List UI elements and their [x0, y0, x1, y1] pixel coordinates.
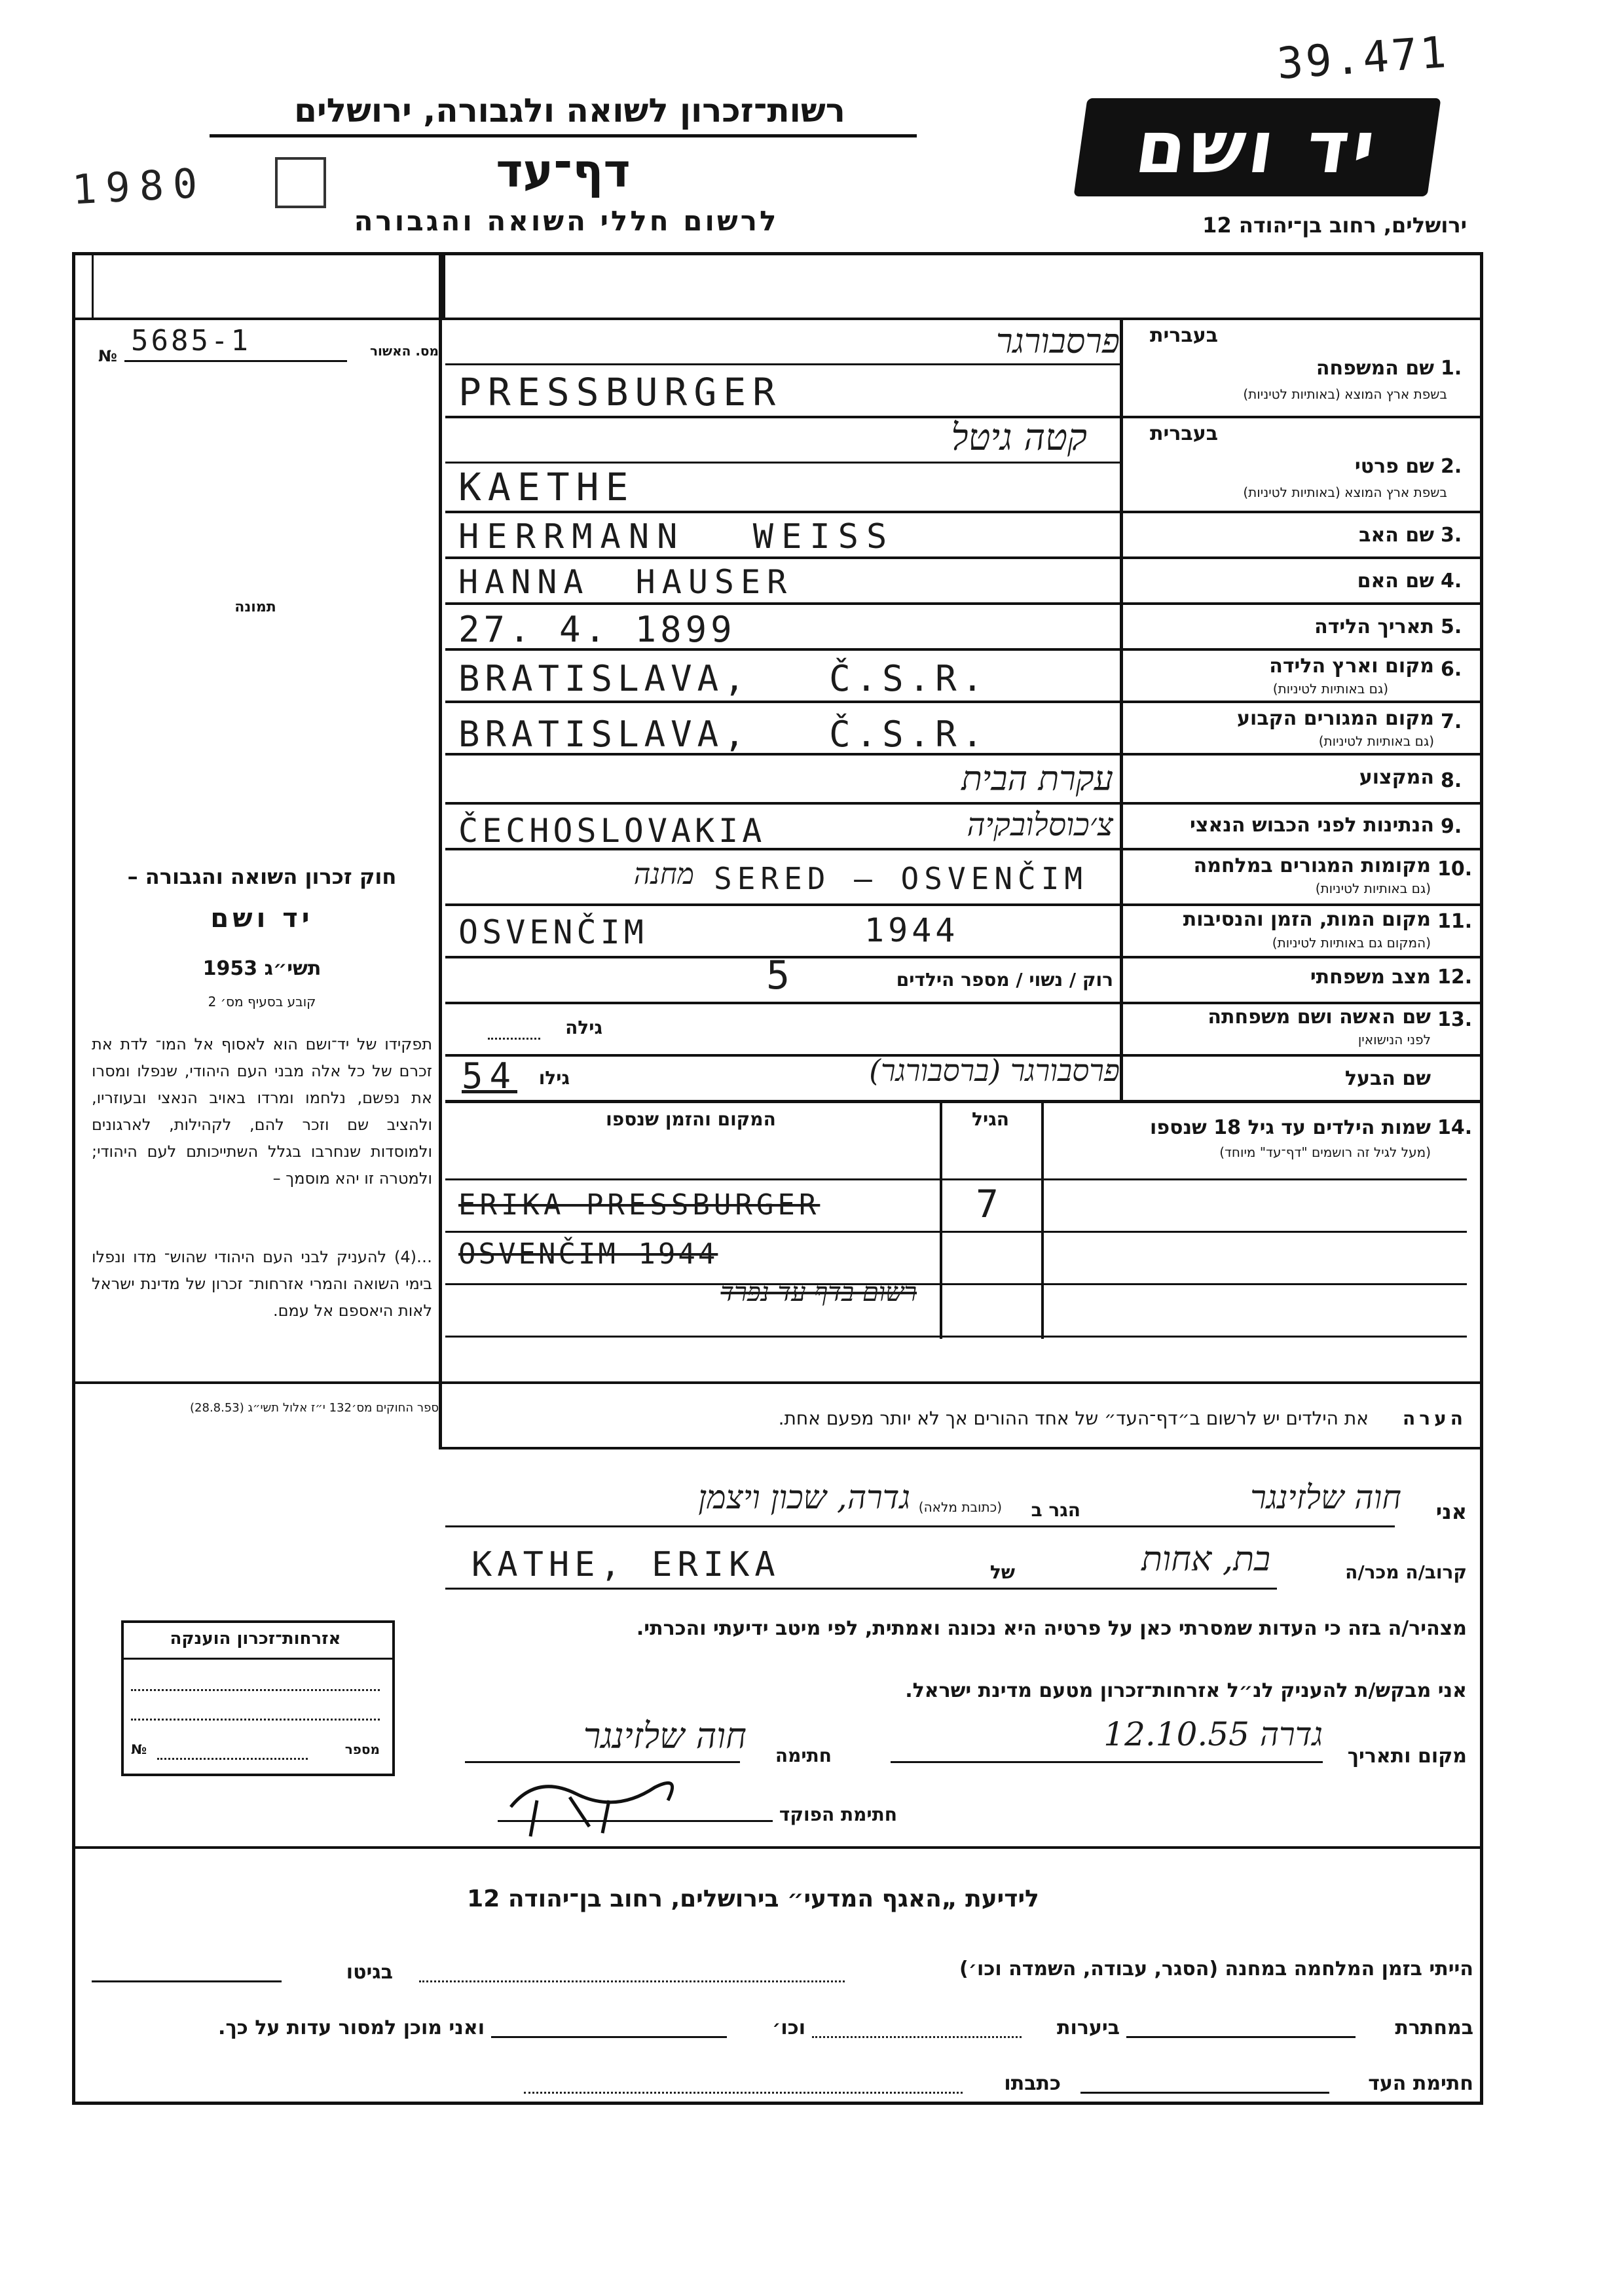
citizenship-number-dotline — [157, 1758, 308, 1760]
signature-label: חתימה — [775, 1745, 832, 1766]
child-age: 7 — [976, 1182, 1005, 1226]
row-line-4 — [445, 602, 1483, 605]
children-note: (מעל לגיל זה רושמים "דף־עד" מיוחד) — [1219, 1144, 1431, 1160]
field-10-note: (גם באותיות לטיניות) — [1315, 881, 1431, 896]
citizenship-title: אזרחות־זכרון הוענקה — [170, 1629, 341, 1649]
field-13-note: לפני הנישואין — [1357, 1032, 1431, 1048]
field-9-value-hebrew: צ׳כוסלובקיה — [967, 807, 1113, 843]
field-2-number: 2. — [1441, 455, 1462, 478]
field-13-age-dotline — [488, 1038, 540, 1040]
children-place-header: המקום והזמן שנספו — [606, 1108, 776, 1130]
citizenship-number-text: מספר — [344, 1741, 380, 1757]
footer-camp-dotline — [419, 1980, 845, 1982]
children-row-4-top — [445, 1336, 1467, 1338]
authority-underline — [210, 134, 917, 137]
declaration-line-2 — [445, 1588, 1277, 1590]
stamp-mark — [275, 157, 326, 208]
field-12-number: 12. — [1437, 966, 1473, 989]
citizenship-dotline-2 — [131, 1719, 380, 1721]
approval-prefix: № — [98, 347, 117, 365]
field-11-note: (המקום גם באותיות לטיניות) — [1272, 935, 1431, 951]
place-date-value: גדרה 12.10.55 — [1103, 1715, 1323, 1753]
row-line-2 — [445, 511, 1483, 513]
footer-forests-label: ביערות — [1057, 2016, 1120, 2039]
children-row-2-top — [445, 1231, 1467, 1233]
child-name: ERIKA PRESSBURGER — [458, 1188, 821, 1222]
citizenship-dotline-1 — [131, 1689, 380, 1691]
children-row-1-top — [445, 1178, 1467, 1180]
remark-label: הערה — [1403, 1408, 1467, 1429]
field-13-age-label: גילה — [565, 1017, 602, 1038]
declaration-i-label: אני — [1435, 1499, 1467, 1524]
request-text: אני מבקש/ת להעניק לנ״ל אזרחות־זכרון מטעם מדינת ישראל. — [905, 1679, 1467, 1702]
approval-number: 5685-1 — [131, 324, 251, 357]
authority-line: רשות־זכרון לשואה ולגבורה, ירושלים — [294, 92, 845, 130]
field-8-number: 8. — [1441, 769, 1462, 792]
field-8-value: עקרת הבית — [961, 759, 1113, 799]
field-10-number: 10. — [1437, 858, 1473, 881]
approval-label: מס. האשור — [370, 343, 439, 359]
header-address: ירושלים, רחוב בן־יהודה 12 — [1202, 213, 1467, 238]
form-title: דף־עד — [496, 144, 631, 198]
footer-testimony-text: ואני מוכן למסור עדות על כך. — [218, 2016, 485, 2039]
field-10-label: מקומות המגורים במלחמה — [1193, 854, 1431, 877]
field-2-label: שם פרטי — [1354, 455, 1434, 478]
field-6-note: (גם באותיות לטיניות) — [1272, 681, 1388, 697]
row-line-14 — [445, 1100, 1483, 1103]
inspector-signature — [498, 1761, 694, 1840]
field-4-label: שם האם — [1357, 570, 1434, 592]
law-year: תשי״ג 1953 — [202, 957, 322, 980]
left-col-split-header — [92, 252, 94, 318]
children-age-col-right — [1041, 1103, 1044, 1339]
row-line-8 — [445, 802, 1483, 805]
row-line-6 — [445, 701, 1483, 703]
remark-text: את הילדים יש לרשום ב״דף־העד״ של אחד ההורים אך לא יותר מפעם אחת. — [778, 1408, 1369, 1429]
field-10-value-hebrew: מחנה — [633, 858, 694, 891]
field-11-label: מקום המות, הזמן והנסיבות — [1183, 908, 1431, 931]
inspector-label: חתימת הפוקד — [779, 1804, 897, 1825]
field-5-value: 27. 4. 1899 — [458, 609, 736, 650]
sidebar-divider — [439, 252, 442, 1447]
row-line-12 — [445, 1002, 1483, 1004]
children-age-header: הגיל — [972, 1108, 1009, 1130]
field-11-value: OSVENČIM — [458, 913, 648, 951]
place-date-label: מקום ותאריך — [1347, 1745, 1467, 1768]
husband-label: שם הבעל — [1344, 1067, 1431, 1090]
yad-vashem-logo: יד ושם — [1073, 98, 1441, 196]
children-number: 14. — [1437, 1116, 1473, 1139]
approval-line — [124, 360, 347, 362]
field-6-number: 6. — [1441, 658, 1462, 681]
field-13-number: 13. — [1437, 1008, 1473, 1031]
row-line-10 — [445, 903, 1483, 906]
residing-label: הגר ב — [1031, 1499, 1080, 1521]
archive-stamp-number: 39.471 — [1275, 26, 1450, 90]
husband-age-value: 54 — [462, 1055, 518, 1097]
footer-top-line — [72, 1846, 1483, 1849]
row-line-1a — [445, 363, 1120, 365]
field-2-hebrew-value: קטה גיטל — [951, 416, 1087, 459]
field-7-number: 7. — [1441, 710, 1462, 733]
field-2-note: בשפת ארץ המוצא (באותיות לטיניות) — [1243, 484, 1447, 500]
field-11-number: 11. — [1437, 910, 1473, 933]
citizenship-title-line — [121, 1658, 392, 1660]
footer-ghetto-label: בגיטו — [346, 1961, 393, 1984]
field-4-value: HANNA HAUSER — [458, 563, 794, 601]
child-place-hebrew: רשום בדף עד נפרד — [720, 1277, 917, 1307]
footer-witness-signature-label: חתימת העד — [1368, 2072, 1473, 2095]
photo-label: תמונה — [234, 599, 276, 615]
field-6-value: BRATISLAVA, Č.S.R. — [458, 658, 989, 699]
footer-underground-label: במחתרת — [1395, 2016, 1473, 2039]
children-age-col-left — [940, 1103, 942, 1339]
field-13-label: שם האשה ושם משפחתה — [1208, 1006, 1431, 1029]
field-1-hebrew-label: בעברית — [1150, 324, 1218, 347]
address-note: (כתובת מלאה) — [918, 1499, 1002, 1515]
law-name: יד ושם — [210, 903, 314, 934]
law-title: חוק זכרון השואה והגבורה – — [127, 864, 397, 889]
footer-ghetto-line — [92, 1980, 282, 1982]
children-title: שמות הילדים עד גיל 18 שנספו — [1150, 1116, 1431, 1139]
row-line-2a — [445, 462, 1120, 464]
field-7-label: מקום המגורים הקבוע — [1237, 707, 1434, 730]
footer-underground-line — [1126, 2036, 1356, 2038]
declarant-signature: חוה שלזינגר — [583, 1715, 747, 1757]
law-text-2: …(4) להעניק לבני העם היהודי שהוש־ מדו ונפלו בימי השואה והמרי אזרחות־ זכרון של מדינת ישראל לאות היאספם אל עמם. — [92, 1248, 432, 1320]
footer-etc-line — [491, 2036, 727, 2038]
relative-label: קרוב/ה מכר/ה — [1345, 1561, 1467, 1583]
footer-forests-dotline — [812, 2036, 1022, 2038]
field-3-value: HERRMANN WEISS — [458, 517, 895, 556]
field-1-number: 1. — [1441, 357, 1462, 380]
footer-address-dotline — [524, 2092, 963, 2094]
declaration-line-1 — [445, 1525, 1395, 1527]
declare-text: מצהיר/ה בזה כי העדות שמסרתי כאן על פרטיה היא נכונה ואמתית, לפי מיטב ידיעתי והכרתי. — [636, 1617, 1467, 1640]
label-col-divider — [1120, 318, 1123, 1100]
law-reference: ספר החוקים מס׳132 י״ז אלול תשי״ג (28.8.53) — [190, 1401, 439, 1415]
header-row-line — [72, 318, 1483, 320]
of-label: של — [989, 1561, 1015, 1583]
husband-name-value: פרסבורגר (ברסבורגר) — [869, 1053, 1120, 1088]
row-line-3 — [445, 556, 1483, 559]
field-11-year: 1944 — [864, 911, 959, 949]
field-12-label: מצב משפחתי — [1310, 966, 1431, 989]
declarant-address: גדרה, שכון ויצמן — [698, 1478, 910, 1516]
field-12-value: 5 — [766, 953, 797, 998]
footer-address-label: כתבתו — [1004, 2072, 1061, 2095]
footer-title: לידיעת „האגף המדעי״ בירושלים, רחוב בן־יהודה 12 — [467, 1886, 1039, 1912]
field-7-value: BRATISLAVA, Č.S.R. — [458, 714, 989, 755]
field-3-label: שם האב — [1359, 524, 1434, 547]
field-9-value: ČECHOSLOVAKIA — [458, 812, 766, 850]
field-2-hebrew-label: בעברית — [1150, 422, 1218, 445]
year-stamp: 1980 — [71, 158, 208, 214]
top-sep-a — [442, 252, 445, 318]
remark-bottom-line — [439, 1447, 1483, 1449]
remark-top-line — [72, 1381, 1483, 1384]
field-9-number: 9. — [1441, 815, 1462, 838]
field-3-number: 3. — [1441, 524, 1462, 547]
child-place: OSVENČIM 1944 — [458, 1237, 718, 1271]
of-value: KATHE, ERIKA — [471, 1545, 781, 1584]
field-9-label: הנתינות לפני הכבוש הנאצי — [1190, 814, 1434, 837]
field-6-label: מקום וארץ הלידה — [1269, 655, 1434, 678]
law-text: תפקידו של יד־ושם הוא לאסוף אל המו־ לדת את זכרם של כל אלה מבני העם היהודי, שנפלו ומסרו את נפשם, נלחמו ומרדו באויב הנאצי ובעוזריו, ולהציב שם וזכר להם, לקהילות, לארגונים ולמוסדות שנחרבו בגלל השתייכותם לעם היהודי; ולמטרה זו יהא מוסמך – — [92, 1035, 432, 1188]
relation-value: בת, אחות — [1141, 1540, 1270, 1579]
field-5-number: 5. — [1441, 615, 1462, 638]
row-line-11 — [445, 956, 1483, 958]
footer-witness-line — [1080, 2092, 1329, 2094]
field-4-number: 4. — [1441, 570, 1462, 592]
law-clause: קובע בסעיף מס׳ 2 — [208, 994, 316, 1010]
field-7-note: (גם באותיות לטיניות) — [1318, 733, 1434, 749]
field-1-hebrew-value: פרסבורגר — [996, 322, 1120, 361]
field-5-label: תאריך הלידה — [1314, 615, 1434, 638]
field-10-value: SERED – OSVENČIM — [714, 861, 1088, 896]
field-12-options: רוק / נשוי / מספר הילדים — [896, 969, 1113, 991]
footer-etc-label: וכו׳ — [772, 2016, 805, 2039]
footer-camp-label: הייתי בזמן המלחמה במחנה (הסגר, עבודה, השמדה וכו׳) — [959, 1958, 1473, 1980]
field-1-note: בשפת ארץ המוצא (באותיות לטיניות) — [1243, 386, 1447, 402]
place-date-line — [891, 1761, 1323, 1763]
declarant-name: חוה שלזינגר — [1250, 1478, 1401, 1516]
field-8-label: המקצוע — [1359, 766, 1434, 789]
citizenship-prefix: № — [131, 1741, 147, 1757]
field-2-value: KAETHE — [458, 465, 635, 509]
form-subtitle: לרשום חללי השואה והגבורה — [354, 205, 779, 237]
field-1-label: שם המשפחה — [1316, 357, 1434, 380]
field-1-value: PRESSBURGER — [458, 370, 783, 414]
husband-age-label: גילו — [538, 1067, 570, 1089]
